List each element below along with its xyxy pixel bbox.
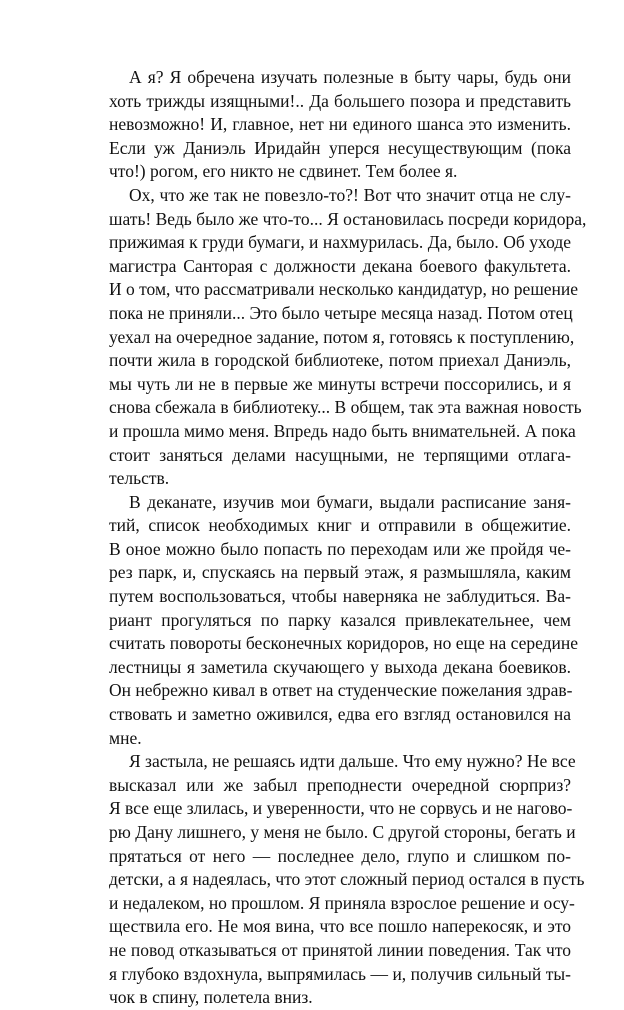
text-line: уехал на очередное задание, потом я, готовясь к поступлению, [109, 326, 575, 347]
paragraph-1 [89, 66, 571, 184]
text-line: риант прогуляться по парку казался привлекательнее, чем [109, 609, 571, 630]
text-line: что!) рогом, его никто не сдвинет. Тем более я. [109, 161, 458, 182]
text-line: и недалеком, но прошлом. Я приняла взрослое решение и осу- [109, 892, 575, 913]
text-line: рю Дану лишнего, у меня не было. С другой стороны, бегать и [109, 822, 576, 842]
text-line: путем воспользоваться, чтобы наверняка не заблудиться. Ва- [109, 586, 571, 607]
text-line: Я застыла, не решаясь идти дальше. Что ему нужно? Не все [129, 751, 576, 772]
text-line: мне. [109, 727, 142, 748]
paragraph-2 [89, 184, 587, 491]
text-line: ствовать и заметно оживился, едва его взгляд остановился на [109, 704, 571, 725]
book-page-text [89, 66, 587, 1010]
text-line: рез парк, и, спускаясь на первый этаж, я размышляла, каким [109, 562, 571, 583]
text-line: А я? Я обречена изучать полезные в быту чары, будь они [129, 67, 571, 87]
text-line: чок в спину, полетела вниз. [109, 987, 313, 1008]
text-line: снова сбежала в библиотеку... В общем, так эта важная новость [109, 397, 582, 418]
text-line: не повод отказываться от принятой линии поведения. Так что [109, 939, 571, 960]
text-line: прижимая к груди бумаги, и нахмурилась. Да, было. Об уходе [109, 232, 571, 253]
text-line: Если уж Даниэль Иридайн уперся несуществующим (пока [109, 137, 571, 158]
text-line: хоть трижды изящными!.. Да большего позора и представить [109, 90, 571, 111]
text-line: магистра Санторая с должности декана боевого факультета. [109, 255, 571, 276]
paragraph-3 [89, 491, 579, 751]
text-line: шать! Ведь было же что-то... Я остановилась посреди коридора, [109, 208, 587, 229]
text-line: пока не приняли... Это было четыре месяца назад. Потом отец [109, 302, 573, 323]
text-line: высказал или же забыл преподнести очередной сюрприз? [109, 774, 571, 795]
text-line: невозможно! И, главное, нет ни единого шанса это изменить. [109, 114, 571, 135]
text-line: В деканате, изучив мои бумаги, выдали расписание заня- [129, 491, 571, 512]
text-line: ществила его. Не моя вина, что все пошло наперекосяк, и это [109, 916, 571, 937]
text-line: лестницы я заметила скучающего у выхода декана боевиков. [109, 656, 571, 677]
text-line: В оное можно было попасть по переходам или же пройдя че- [109, 538, 571, 559]
text-line: мы чуть ли не в первые же минуты встречи поссорились, и я [109, 373, 571, 394]
text-line: И о том, что рассматривали несколько кандидатур, но решение [109, 279, 579, 300]
text-line: и прошла мимо меня. Впредь надо быть внимательней. А пока [109, 420, 576, 441]
text-line: почти жила в городской библиотеке, потом приехал Даниэль, [109, 350, 571, 371]
text-line: стоит заняться делами насущными, не терпящими отлага- [109, 444, 571, 465]
text-line: прятаться от него — последнее дело, глупо и слишком по- [109, 845, 571, 866]
text-line: Я все еще злилась, и уверенности, что не сорвусь и не нагово- [109, 798, 573, 819]
text-line: тельств. [109, 468, 170, 489]
text-line: Он небрежно кивал в ответ на студенческие пожелания здрав- [109, 680, 573, 701]
paragraph-4 [89, 750, 585, 1010]
text-line: детски, а я надеялась, что этот сложный период остался в пусть [109, 869, 585, 890]
text-line: тий, список необходимых книг и отправили в общежитие. [109, 515, 571, 536]
text-line: считать повороты бесконечных коридоров, но еще на середине [109, 633, 579, 654]
text-line: Ох, что же так не повезло-то?! Вот что значит отца не слу- [129, 184, 571, 205]
text-line: я глубоко вздохнула, выпрямилась — и, получив сильный ты- [109, 963, 571, 984]
